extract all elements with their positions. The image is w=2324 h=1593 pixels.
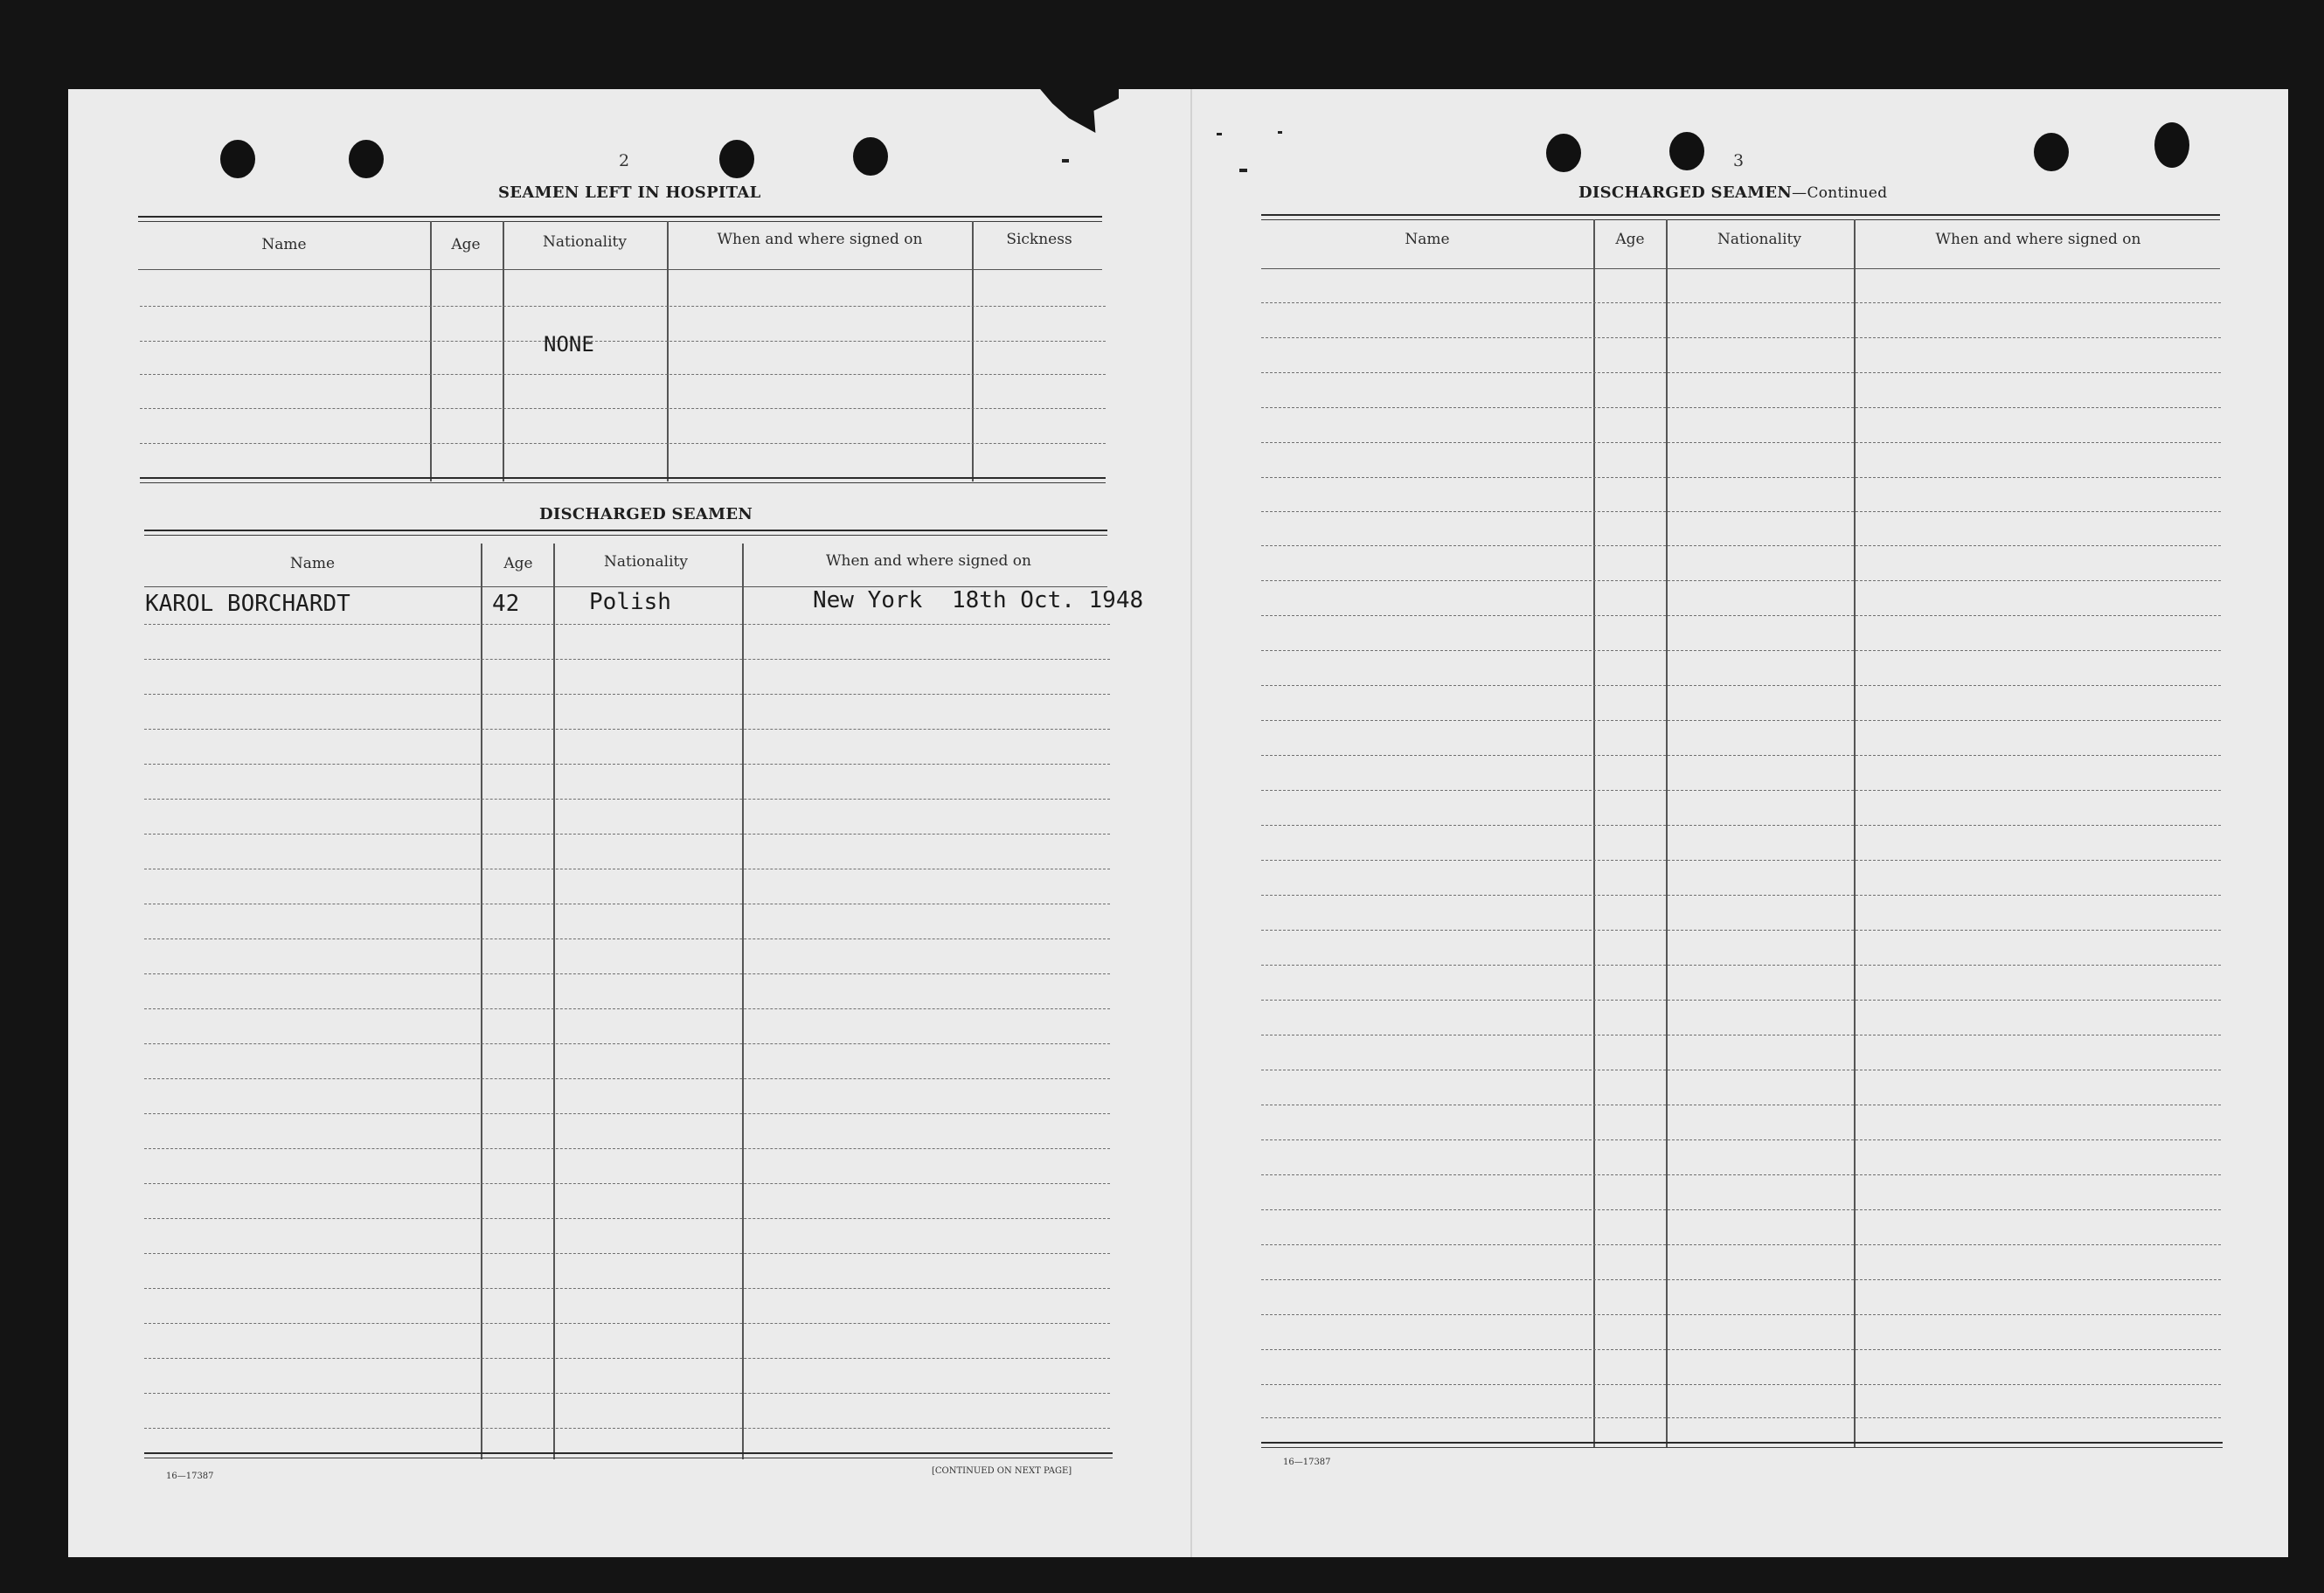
right-row-line bbox=[1261, 1349, 2221, 1350]
hospital-top-rule-2 bbox=[138, 221, 1102, 222]
right-row-line bbox=[1261, 1279, 2221, 1280]
page-number-right: 3 bbox=[1733, 151, 1745, 170]
right-row-line bbox=[1261, 511, 2221, 512]
punch-hole bbox=[1546, 134, 1581, 172]
discharged-row-nationality: Polish bbox=[589, 589, 671, 615]
discharged-row-line bbox=[144, 799, 1110, 800]
right-header-name: Name bbox=[1405, 231, 1450, 248]
right-row-line bbox=[1261, 302, 2221, 303]
right-row-line bbox=[1261, 930, 2221, 931]
hospital-row-line bbox=[140, 306, 1106, 307]
hospital-bottom-rule-2 bbox=[140, 482, 1106, 483]
right-row-line bbox=[1261, 1417, 2221, 1418]
right-row-line bbox=[1261, 477, 2221, 478]
discharged-header-age: Age bbox=[503, 555, 533, 572]
discharged-row-line bbox=[144, 1323, 1110, 1324]
ink-speck bbox=[1278, 131, 1282, 134]
hospital-header-age: Age bbox=[451, 236, 481, 253]
document-sheet bbox=[68, 89, 2288, 1557]
right-row-line bbox=[1261, 545, 2221, 546]
discharged-row-line bbox=[144, 1148, 1110, 1149]
hospital-none-entry: NONE bbox=[544, 332, 594, 357]
hospital-header-sickness: Sickness bbox=[1006, 231, 1072, 248]
discharged-row-line bbox=[144, 1078, 1110, 1079]
hospital-row-line bbox=[140, 341, 1106, 342]
form-number-left: 16—17387 bbox=[166, 1472, 214, 1481]
discharged-row-line bbox=[144, 973, 1110, 974]
discharged-row-line bbox=[144, 659, 1110, 660]
discharged-row-line bbox=[144, 694, 1110, 695]
discharged-row-line bbox=[144, 1253, 1110, 1254]
hospital-header-rule bbox=[138, 269, 1102, 270]
right-row-line bbox=[1261, 685, 2221, 686]
right-col-divider bbox=[1666, 219, 1668, 1447]
discharged-col-divider bbox=[553, 544, 555, 1459]
right-bottom-rule bbox=[1261, 1442, 2223, 1444]
discharged-row-line bbox=[144, 1428, 1110, 1429]
discharged-row-line bbox=[144, 1008, 1110, 1009]
discharged-row-line bbox=[144, 834, 1110, 835]
right-row-line bbox=[1261, 860, 2221, 861]
right-row-line bbox=[1261, 407, 2221, 408]
discharged-row-line bbox=[144, 1043, 1110, 1044]
right-row-line bbox=[1261, 1384, 2221, 1385]
punch-hole bbox=[2154, 122, 2189, 168]
punch-hole bbox=[2034, 133, 2069, 171]
discharged-row-line bbox=[144, 1393, 1110, 1394]
page-fold bbox=[1190, 89, 1192, 1557]
hospital-header-nationality: Nationality bbox=[543, 233, 627, 251]
right-row-line bbox=[1261, 650, 2221, 651]
discharged-row-line bbox=[144, 1218, 1110, 1219]
right-header-age: Age bbox=[1615, 231, 1645, 248]
hospital-header-name: Name bbox=[261, 236, 307, 253]
punch-hole bbox=[220, 140, 255, 178]
right-header-nationality: Nationality bbox=[1717, 231, 1801, 248]
right-top-rule-2 bbox=[1261, 219, 2220, 220]
punch-hole bbox=[853, 137, 888, 176]
right-row-line bbox=[1261, 615, 2221, 616]
discharged-col-divider bbox=[481, 544, 482, 1459]
ink-speck bbox=[1217, 133, 1222, 135]
punch-hole bbox=[349, 140, 384, 178]
right-row-line bbox=[1261, 1314, 2221, 1315]
hospital-header-signed-on: When and where signed on bbox=[717, 231, 923, 248]
right-row-line bbox=[1261, 720, 2221, 721]
punch-hole bbox=[719, 140, 754, 178]
right-row-line bbox=[1261, 895, 2221, 896]
right-header-signed-on: When and where signed on bbox=[1935, 231, 2141, 248]
discharged-row-line bbox=[144, 764, 1110, 765]
right-row-line bbox=[1261, 1139, 2221, 1140]
discharged-row-place: New York bbox=[813, 587, 923, 613]
continued-section-title-text: DISCHARGED SEAMEN bbox=[1578, 184, 1793, 202]
discharged-row-line bbox=[144, 1288, 1110, 1289]
discharged-row-line bbox=[144, 624, 1110, 625]
ink-speck bbox=[1239, 169, 1247, 172]
hospital-row-line bbox=[140, 374, 1106, 375]
right-row-line bbox=[1261, 1244, 2221, 1245]
right-row-line bbox=[1261, 755, 2221, 756]
right-row-line bbox=[1261, 1209, 2221, 1210]
punch-hole bbox=[1669, 132, 1704, 170]
form-number-right: 16—17387 bbox=[1283, 1458, 1331, 1467]
right-row-line bbox=[1261, 372, 2221, 373]
discharged-row-name: KAROL BORCHARDT bbox=[145, 591, 350, 617]
hospital-row-line bbox=[140, 408, 1106, 409]
discharged-row-age: 42 bbox=[492, 591, 520, 617]
discharged-row-line bbox=[144, 1183, 1110, 1184]
right-row-line bbox=[1261, 1174, 2221, 1175]
right-col-divider bbox=[1854, 219, 1856, 1447]
discharged-top-rule-2 bbox=[144, 535, 1107, 536]
discharged-header-nationality: Nationality bbox=[604, 553, 688, 571]
continued-section-title bbox=[1578, 184, 1887, 202]
right-row-line bbox=[1261, 580, 2221, 581]
right-row-line bbox=[1261, 337, 2221, 338]
discharged-top-rule bbox=[144, 530, 1107, 531]
right-header-rule bbox=[1261, 268, 2220, 269]
discharged-row-date: 18th Oct. 1948 bbox=[952, 587, 1144, 613]
right-row-line bbox=[1261, 790, 2221, 791]
right-top-rule bbox=[1261, 214, 2220, 216]
discharged-section-title: DISCHARGED SEAMEN bbox=[539, 505, 753, 523]
discharged-row-line bbox=[144, 729, 1110, 730]
right-row-line bbox=[1261, 825, 2221, 826]
right-row-line bbox=[1261, 442, 2221, 443]
right-col-divider bbox=[1593, 219, 1595, 1447]
hospital-top-rule bbox=[138, 216, 1102, 218]
right-bottom-rule-2 bbox=[1261, 1447, 2223, 1448]
discharged-header-signed-on: When and where signed on bbox=[826, 552, 1031, 570]
ink-speck bbox=[1062, 159, 1069, 163]
discharged-row-line bbox=[144, 1113, 1110, 1114]
discharged-header-name: Name bbox=[289, 555, 336, 572]
page-number-left: 2 bbox=[619, 151, 630, 170]
hospital-bottom-rule bbox=[140, 477, 1106, 479]
discharged-bottom-rule bbox=[144, 1452, 1113, 1454]
continued-note: [CONTINUED ON NEXT PAGE] bbox=[932, 1466, 1072, 1476]
right-row-line bbox=[1261, 1000, 2221, 1001]
hospital-row-line bbox=[140, 443, 1106, 444]
discharged-col-divider bbox=[742, 544, 744, 1459]
discharged-row-line bbox=[144, 938, 1110, 939]
continued-section-suffix: —Continued bbox=[1792, 184, 1888, 202]
discharged-row-line bbox=[144, 1358, 1110, 1359]
hospital-section-title: SEAMEN LEFT IN HOSPITAL bbox=[498, 184, 761, 202]
right-row-line bbox=[1261, 965, 2221, 966]
